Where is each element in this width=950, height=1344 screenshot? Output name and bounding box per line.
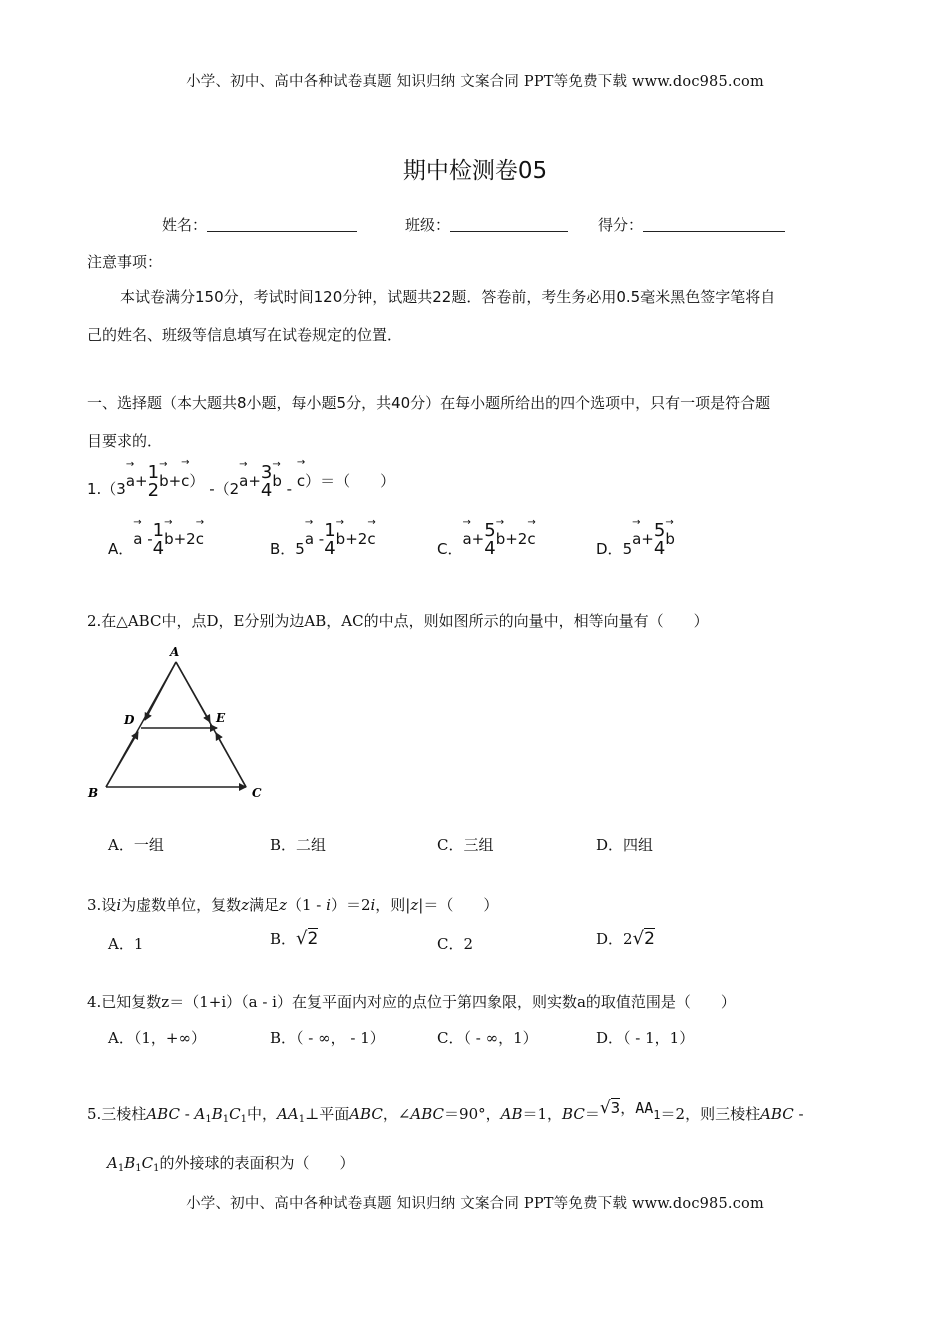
vector-ae bbox=[176, 662, 210, 722]
q3-option-a[interactable]: A．1 bbox=[108, 935, 144, 953]
score-field bbox=[598, 214, 785, 235]
q5-stem-line-1: 5.三棱柱ABC - $A_1B_1C_1$中，$AA_1\perp$平面ABC，∠ABC＝90°，AB＝1，BC＝√3，AA1＝2，则三棱柱ABC - bbox=[87, 1098, 804, 1125]
sqrt-icon: √ bbox=[599, 1098, 611, 1118]
q2-triangle-figure bbox=[86, 642, 266, 802]
q2-option-c[interactable]: C．三组 bbox=[437, 836, 494, 854]
sqrt-icon: √ bbox=[296, 928, 308, 949]
score-label: 得分： bbox=[598, 216, 644, 234]
class-field bbox=[405, 214, 568, 235]
q1-option-c[interactable]: C．→ a+ 5 4 → b+2→ c bbox=[437, 520, 536, 559]
q4-option-d[interactable]: D．（ - 1，1） bbox=[596, 1029, 695, 1047]
point-label-e: E bbox=[216, 711, 226, 725]
q5-stem-line-2: $A_1B_1C_1$的外接球的表面积为（ ） bbox=[107, 1154, 355, 1174]
point-label-c: C bbox=[252, 786, 262, 800]
q4-option-a[interactable]: A．（1，+∞） bbox=[108, 1029, 206, 1047]
page-header: 小学、初中、高中各种试卷真题 知识归纳 文案合同 PPT等免费下载 www.doc985.com bbox=[186, 74, 764, 90]
q3-option-c[interactable]: C．2 bbox=[437, 935, 474, 953]
q1-fraction-2: 3 4 bbox=[260, 461, 273, 501]
page-footer: 小学、初中、高中各种试卷真题 知识归纳 文案合同 PPT等免费下载 www.doc985.com bbox=[186, 1196, 764, 1212]
point-label-d: D bbox=[124, 713, 135, 727]
class-label: 班级： bbox=[405, 216, 451, 234]
class-blank[interactable] bbox=[450, 217, 568, 232]
sqrt-icon: √ bbox=[632, 928, 645, 949]
notice-heading: 注意事项： bbox=[87, 253, 163, 271]
page-title: 期中检测卷05 bbox=[402, 158, 548, 184]
q1-option-d[interactable]: D．5→ a+ 5 4 → b bbox=[596, 520, 675, 559]
q1-option-b[interactable]: B．5→ a - 1 4 → b+2→ c bbox=[270, 520, 376, 559]
q1-stem: 1.（3→ a+ 1 2 → b+→ c） -（2→ a+ 3 4 → b - → c）＝（ ） bbox=[87, 460, 395, 500]
section1-line-2: 目要求的． bbox=[87, 432, 163, 450]
q4-option-c[interactable]: C．（ - ∞，1） bbox=[437, 1029, 538, 1047]
vector-ce bbox=[216, 733, 246, 787]
q1-option-a[interactable]: A．→ a - 1 4 → b+2→ c bbox=[108, 520, 204, 559]
q2-option-b[interactable]: B．二组 bbox=[270, 836, 327, 854]
score-blank[interactable] bbox=[643, 217, 785, 232]
q3-option-b[interactable]: B．√2 bbox=[270, 928, 319, 949]
notice-line-1: 本试卷满分150分，考试时间120分钟，试题共22题．答卷前，考生务必用0.5毫米黑色签字笔将自 bbox=[120, 288, 776, 306]
name-blank[interactable] bbox=[207, 217, 357, 232]
q3-option-d[interactable]: D．2√2 bbox=[596, 928, 655, 949]
q1-fraction-1: 1 2 bbox=[147, 461, 160, 501]
q2-option-d[interactable]: D．四组 bbox=[596, 836, 654, 854]
q4-stem: 4.已知复数z＝（1+i）（a - i）在复平面内对应的点位于第四象限，则实数a的取值范围是（ ） bbox=[87, 993, 736, 1011]
q2-stem: 2.在△ABC中，点D，E分别为边AB，AC的中点，则如图所示的向量中，相等向量有（ ） bbox=[87, 612, 709, 630]
q4-option-b[interactable]: B．（ - ∞， - 1） bbox=[270, 1029, 385, 1047]
vector-bd bbox=[106, 732, 138, 787]
q2-option-a[interactable]: A．一组 bbox=[108, 836, 164, 854]
point-label-b: B bbox=[88, 786, 99, 800]
name-label: 姓名： bbox=[162, 216, 208, 234]
notice-line-2: 己的姓名、班级等信息填写在试卷规定的位置． bbox=[87, 326, 403, 344]
section1-line-1: 一、选择题（本大题共8小题，每小题5分，共40分）在每小题所给出的四个选项中，只有一项是符合题 bbox=[87, 394, 771, 412]
q3-stem: 3.设i为虚数单位，复数z满足z（1 - i）＝2i，则|z|＝（ ） bbox=[87, 896, 499, 914]
point-label-a: A bbox=[170, 645, 180, 659]
name-field bbox=[162, 214, 357, 235]
vector-ad bbox=[145, 662, 176, 720]
